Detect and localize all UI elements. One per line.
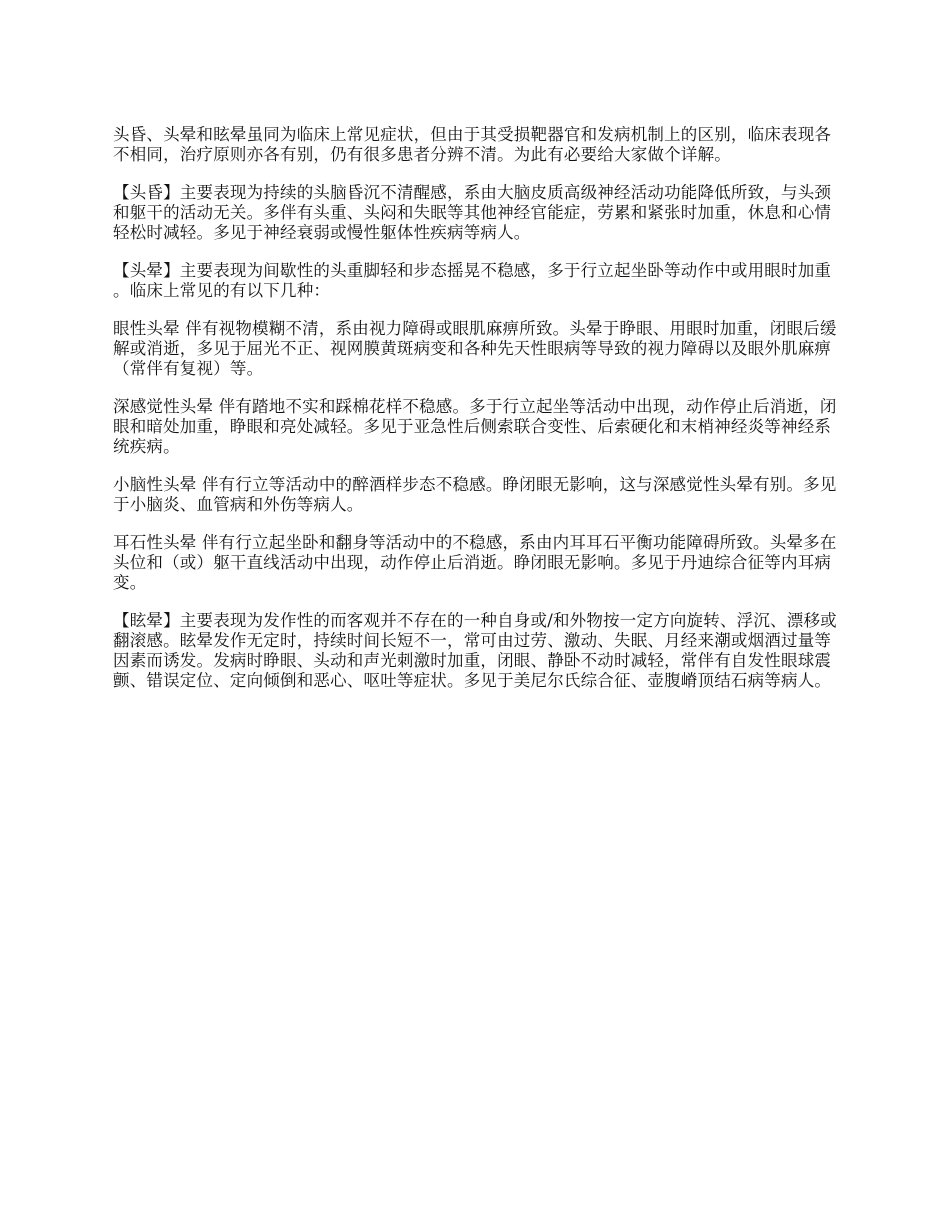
otolith-dizziness-paragraph: 耳石性头晕 伴有行立起坐卧和翻身等活动中的不稳感，系由内耳耳石平衡功能障碍所致。头晕多在头位和（或）躯干直线活动中出现，动作停止后消逝。睁闭眼无影响。多见于丹迪综合征等内耳病变。 xyxy=(113,533,837,592)
section-touhun-paragraph: 【头昏】主要表现为持续的头脑昏沉不清醒感，系由大脑皮质高级神经活动功能降低所致，与头颈和躯干的活动无关。多伴有头重、头闷和失眠等其他神经官能症，劳累和紧张时加重，休息和心情轻松时减轻。多见于神经衰弱或慢性躯体性疾病等病人。 xyxy=(113,183,832,242)
section-xuanyun-paragraph: 【眩晕】主要表现为发作性的而客观并不存在的一种自身或/和外物按一定方向旋转、浮沉、漂移或翻滚感。眩晕发作无定时，持续时间长短不一，常可由过劳、激动、失眠、月经来潮或烟酒过量等因素而诱发。发病时睁眼、头动和声光刺激时加重，闭眼、静卧不动时减轻，常伴有自发性眼球震颤、错误定位、定向倾倒和恶心、呕吐等症状。多见于美尼尔氏综合征、壶腹嵴顶结石病等病人。 xyxy=(113,611,837,690)
ocular-dizziness-paragraph: 眼性头晕 伴有视物模糊不清，系由视力障碍或眼肌麻痹所致。头晕于睁眼、用眼时加重，闭眼后缓解或消逝，多见于屈光不正、视网膜黄斑病变和各种先天性眼病等导致的视力障碍以及眼外肌麻痹（常伴有复视）等。 xyxy=(113,319,837,378)
cerebellar-dizziness-paragraph: 小脑性头晕 伴有行立等活动中的醉酒样步态不稳感。睁闭眼无影响，这与深感觉性头晕有别。多见于小脑炎、血管病和外伤等病人。 xyxy=(113,475,837,514)
article-body xyxy=(113,125,839,709)
section-touyun-paragraph: 【头晕】主要表现为间歇性的头重脚轻和步态摇晃不稳感，多于行立起坐卧等动作中或用眼时加重。临床上常见的有以下几种： xyxy=(113,261,832,300)
deep-sensory-dizziness-paragraph: 深感觉性头晕 伴有踏地不实和踩棉花样不稳感。多于行立起坐等活动中出现，动作停止后消逝，闭眼和暗处加重，睁眼和亮处减轻。多见于亚急性后侧索联合变性、后索硬化和末梢神经炎等神经系统疾病。 xyxy=(113,397,837,456)
intro-paragraph: 头昏、头晕和眩晕虽同为临床上常见症状，但由于其受损靶器官和发病机制上的区别，临床表现各不相同，治疗原则亦各有别，仍有很多患者分辨不清。为此有必要给大家做个详解。 xyxy=(113,125,832,164)
